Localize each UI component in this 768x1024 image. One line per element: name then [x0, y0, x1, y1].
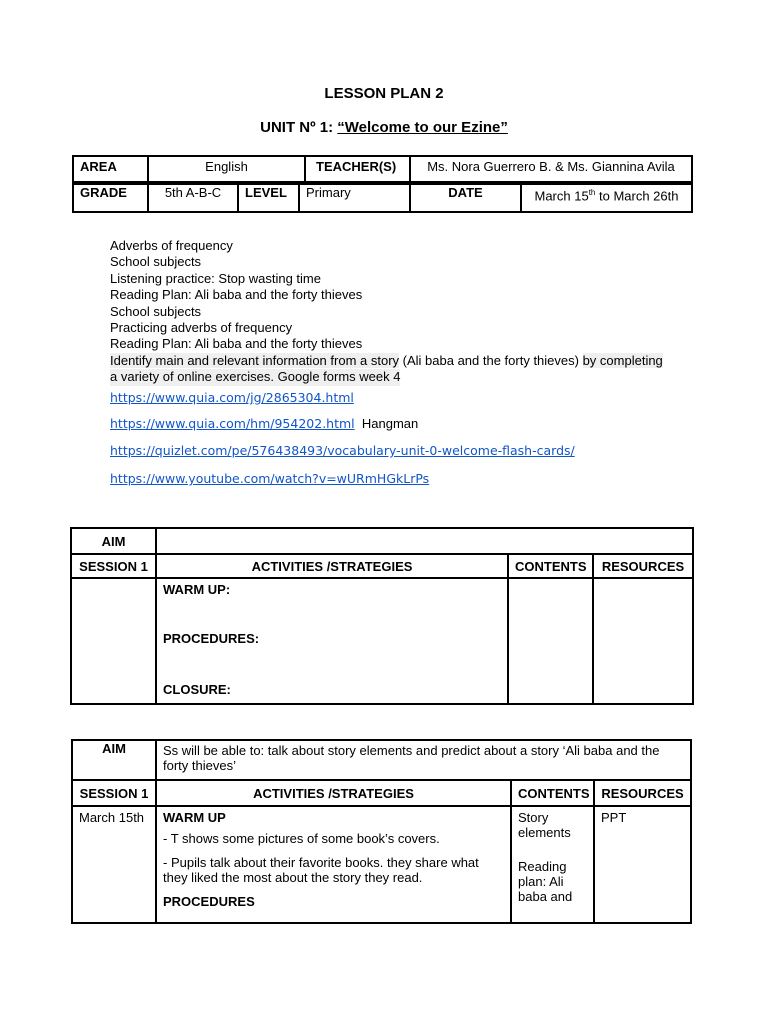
resources-header: RESOURCES [594, 780, 691, 806]
objective-text-line2: a variety of online exercises. Google forms week 4 [110, 369, 401, 385]
link-quizlet[interactable]: https://quizlet.com/pe/576438493/vocabulary-unit-0-welcome-flash-cards/ [110, 443, 575, 458]
area-label: AREA [73, 156, 148, 184]
topic-item: School subjects [110, 254, 202, 270]
unit-title [0, 119, 768, 136]
aim-label: AIM [71, 528, 156, 554]
activity-item: - Pupils talk about their favorite books. they share what they liked the most about the story they read. [163, 855, 479, 885]
lesson-plan-table-2 [71, 739, 692, 924]
teacher-label: TEACHER(S) [305, 156, 410, 184]
resources-header: RESOURCES [593, 554, 693, 578]
contents-header: CONTENTS [508, 554, 593, 578]
date-value: March 15th to March 26th [521, 182, 692, 212]
contents-header: CONTENTS [511, 780, 594, 806]
topic-item: School subjects [110, 303, 202, 319]
level-value: Primary [299, 182, 410, 212]
activities-header: ACTIVITIES /STRATEGIES [156, 780, 511, 806]
grade-value: 5th A-B-C [148, 182, 238, 212]
link-row [110, 390, 354, 405]
aim-value [156, 528, 693, 554]
topic-item: Practicing adverbs of frequency [110, 320, 293, 336]
resources-cell [593, 578, 693, 704]
topic-item: Reading Plan: Ali baba and the forty thieves [110, 287, 363, 303]
contents-cell [511, 806, 594, 923]
grade-label: GRADE [73, 182, 148, 212]
contents-item: Reading plan: Ali baba and [518, 859, 573, 904]
session-date: March 15th [72, 806, 156, 923]
link-row [110, 416, 418, 431]
procedures-heading: PROCEDURES [163, 894, 255, 909]
link-row [110, 471, 429, 486]
lesson-plan-table-1 [70, 527, 694, 705]
date-label: DATE [410, 182, 521, 212]
teacher-value: Ms. Nora Guerrero B. & Ms. Giannina Avila [410, 156, 692, 184]
link-note: Hangman [361, 416, 419, 431]
session-label: SESSION 1 [72, 780, 156, 806]
topic-item: Adverbs of frequency [110, 238, 233, 253]
topic-item: Reading Plan: Ali baba and the forty thieves [110, 336, 363, 352]
session-cell [71, 578, 156, 704]
activities-cell [156, 578, 508, 704]
activities-header: ACTIVITIES /STRATEGIES [156, 554, 508, 578]
area-value: English [148, 156, 305, 184]
unit-prefix: UNIT Nº 1: [260, 119, 338, 136]
aim-value: Ss will be able to: talk about story elements and predict about a story ‘Ali baba and the forty thieves’ [156, 740, 691, 780]
link-quia-jg[interactable]: https://www.quia.com/jg/2865304.html [110, 390, 354, 405]
link-quia-hm[interactable]: https://www.quia.com/hm/954202.html [110, 416, 355, 431]
session-label: SESSION 1 [71, 554, 156, 578]
procedures-heading: PROCEDURES: [163, 631, 260, 646]
aim-label: AIM [72, 740, 156, 780]
topics-list [110, 238, 670, 386]
warm-up-heading: WARM UP [163, 810, 226, 825]
level-label: LEVEL [238, 182, 299, 212]
contents-item: Story elements [518, 810, 571, 840]
activity-item: - T shows some pictures of some book’s covers. [163, 831, 440, 846]
activities-cell [156, 806, 511, 923]
info-table-row2 [72, 181, 693, 213]
link-row [110, 443, 575, 458]
resources-value: PPT [594, 806, 691, 923]
contents-cell [508, 578, 593, 704]
document-title: LESSON PLAN 2 [324, 85, 444, 102]
unit-name: “Welcome to our Ezine” [337, 119, 508, 136]
topic-item: Listening practice: Stop wasting time [110, 270, 321, 286]
link-youtube[interactable]: https://www.youtube.com/watch?v=wURmHGkLrPs [110, 471, 430, 486]
warm-up-heading: WARM UP: [163, 582, 231, 597]
closure-heading: CLOSURE: [163, 682, 231, 697]
objective-text: Identify main and relevant information from a story (Ali baba and the forty thieves) by completing [110, 352, 663, 368]
